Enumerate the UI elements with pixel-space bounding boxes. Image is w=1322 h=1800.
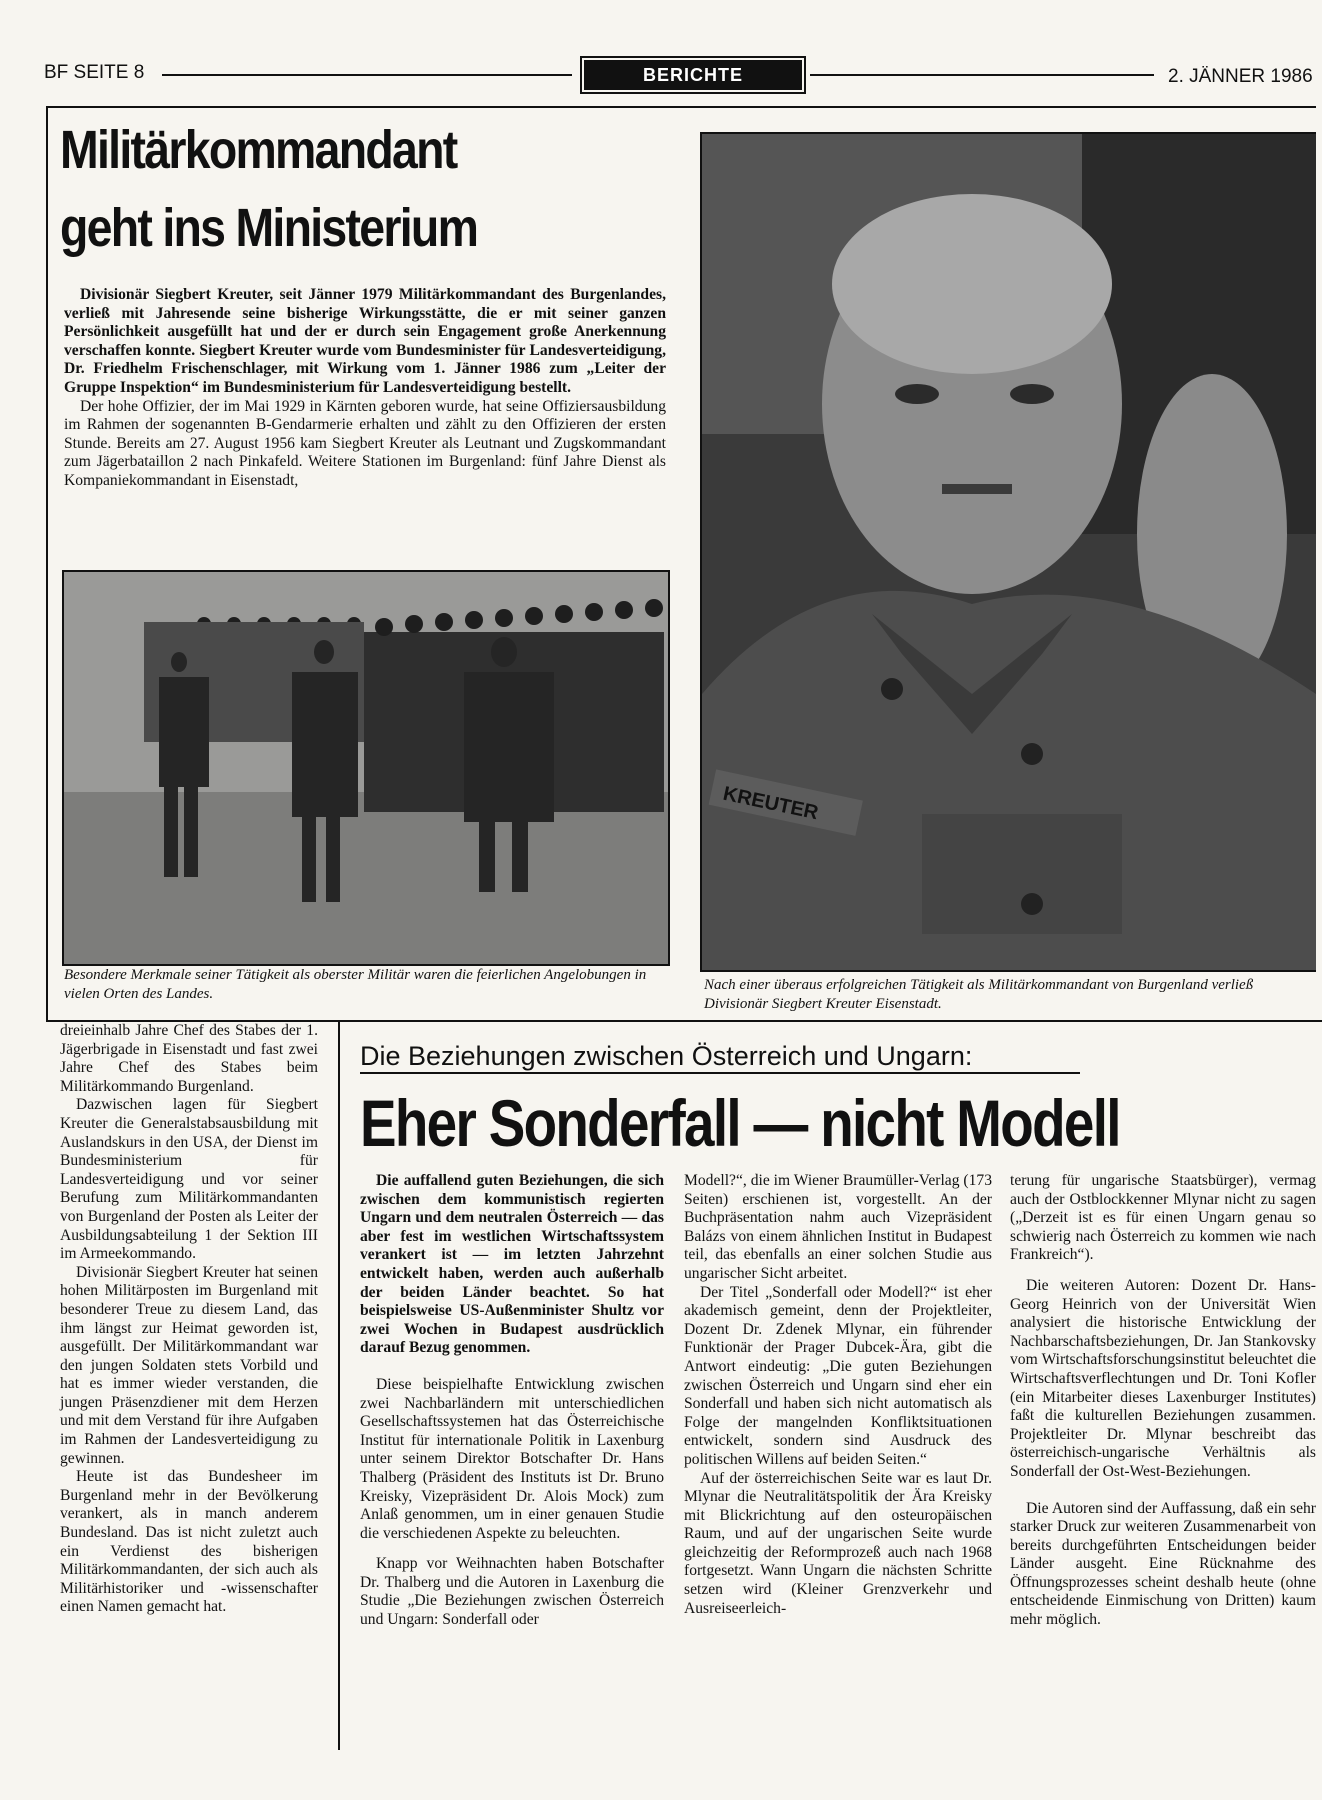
header-rule-right <box>810 74 1154 76</box>
caption-left: Besondere Merkmale seiner Tätigkeit als oberster Militär waren die feierlichen Angelobungen in vielen Orten des Landes. <box>64 967 647 1002</box>
article1-text <box>64 286 666 491</box>
article1-paragraph: Der hohe Offizier, der im Mai 1929 in Kärnten geboren wurde, hat seine Offiziersausbildung im Rahmen der sogenannten B-Gendarmerie erhalten und zählt zu den Offizieren der ersten Stunde. Bereits am 27. August 1956 kam Siegbert Kreuter als Leutnant und Zugskommandant zum Jägerbataillon 2 nach Pinkafeld. Weitere Stationen im Burgenland: fünf Jahre Dienst als Kompaniekommandant in Eisenstadt, <box>64 397 666 489</box>
article1-col2-p2: Dazwischen lagen für Siegbert Kreuter die Generalstabsausbildung mit Auslandskurs in den USA, der Dienst im Bundesministerium für Landesverteidigung und vor seiner Berufung zum Militärkommandanten von Burgenland der Posten als Leiter der Ausbildungsabteilung 1 der Sektion III im Armeekommando. <box>60 1096 318 1263</box>
section-badge: BERICHTE <box>584 60 802 90</box>
portrait-photo-illustration <box>702 134 1316 970</box>
article2-top-rule <box>338 1020 1322 1022</box>
article1-col2-p4: Heute ist das Bundesheer im Burgenland mehr in der Bevölkerung verankert, als in manch anderem Bundesland. Das ist nicht zuletzt auch ein Verdienst des bisherigen Militärkommandanten, der sich auch als Militärhistoriker und -wissenschafter einen Namen gemacht hat. <box>60 1468 318 1616</box>
article1-title-line2: geht ins Ministerium <box>60 198 478 258</box>
article2-c1-p2: Knapp vor Weihnachten haben Botschafter Dr. Thalberg und die Autoren in Laxenburg die Studie „Die Beziehungen zwischen Österreich und Ungarn: Sonderfall oder <box>360 1555 664 1629</box>
article2-column2 <box>684 1172 992 1618</box>
name-tag: KREUTER <box>721 782 821 825</box>
article2-c3-p1: terung für ungarische Staatsbürger), vermag auch der Ostblockkenner Mlynar nicht zu sagen („Derzeit ist es für einen Ungarn genau so schwierig nach Österreich zu kommen wie nach Frankreich“). <box>1010 1172 1316 1264</box>
portrait-photo <box>700 132 1316 972</box>
parade-photo <box>62 570 670 966</box>
article1-column2 <box>60 1022 318 1617</box>
article1-col2-p1: dreieinhalb Jahre Chef des Stabes der 1. Jägerbrigade in Eisenstadt und fast zwei Jahre Chef des Stabes beim Militärkommando Burgenland. <box>60 1022 318 1095</box>
page-date: 2. JÄNNER 1986 <box>1168 66 1313 87</box>
article2-column3 <box>1010 1172 1316 1630</box>
header-rule-left <box>162 74 572 76</box>
article2-lead: Die auffallend guten Beziehungen, die sich zwischen dem kommunistisch regierten Ungarn und dem neutralen Österreich — das aber fest im westlichen Wirtschaftssystem verankert ist — im letzten Jahrzehnt entwickelt haben, werden auch außerhalb der beiden Länder beachtet. So hat beispielsweise US-Außenminister Shultz vor zwei Wochen in Budapest ausdrücklich darauf Bezug genommen. <box>360 1172 664 1357</box>
article1-lead: Divisionär Siegbert Kreuter, seit Jänner 1979 Militärkommandant des Burgenlandes, verließ mit Jahresende seine bisherige Wirkungsstätte, die er mit seiner ganzen Persönlichkeit ausgefüllt hat und der er durch sein Engagement große Anerkennung verschaffen konnte. Siegbert Kreuter wurde vom Bundesminister für Landesverteidigung, Dr. Friedhelm Frischenschlager, mit Wirkung vom 1. Jänner 1986 zum „Leiter der Gruppe Inspektion“ im Bundesministerium für Landesverteidigung bestellt. <box>64 286 666 396</box>
article2-kicker: Die Beziehungen zwischen Österreich und Ungarn: <box>360 1040 1080 1074</box>
article2-column1 <box>360 1172 664 1630</box>
article2-c3-p3: Die Autoren sind der Auffassung, daß ein sehr starker Druck zur weiteren Zusammenarbeit von bereits durchgeführten Entscheidungen beider Länder ausgeht. Eine Rücknahme des Öffnungsprozesses scheint deshalb heute (ohne entscheidende Einmischung von Dritten) kaum mehr möglich. <box>1010 1499 1316 1629</box>
article2-c2-p2: Der Titel „Sonderfall oder Modell?“ ist eher akademisch gemeint, denn der Projektleiter, Dozent Dr. Zdenek Mlynar, ein führender Funktionär der Prager Dubcek-Ära, gibt die Antwort eindeutig: „Die guten Beziehungen zwischen Österreich und Ungarn sind eher ein Sonderfall und haben sich nicht automatisch als Folge der mangelnden Konfliktsituationen entwickelt, sondern sind Ausdruck des politischen Willens auf beiden Seiten.“ <box>684 1283 992 1468</box>
article2-left-rule <box>338 1020 340 1750</box>
article2-title: Eher Sonderfall — nicht Modell <box>360 1086 1120 1160</box>
page-label: BF SEITE 8 <box>44 62 145 83</box>
article2-c1-p1: Diese beispielhafte Entwicklung zwischen zwei Nachbarländern mit unterschiedlichen Gesellschaftssystemen hat das Österreichische Institut für internationale Politik in Laxenburg unter seinem Direktor Botschafter Dr. Hans Thalberg (Präsident des Instituts ist Dr. Bruno Kreisky, Vizepräsident Dr. Alois Mock) zum Anlaß genommen, um in einer genauen Studie die verschiedenen Aspekte zu beleuchten. <box>360 1375 664 1542</box>
parade-photo-illustration <box>64 572 668 964</box>
article2-c2-p3: Auf der österreichischen Seite war es laut Dr. Mlynar die Neutralitätspolitik der Ära Kreisky mit Blickrichtung auf den osteuropäischen Raum, und auf der ungarischen Seite wurde gleichzeitig der Reformprozeß auch nach 1968 fortgesetzt. Wann Ungarn die nächsten Schritte setzen wird (Kleiner Grenzverkehr und Ausreiseerleich- <box>684 1469 992 1617</box>
article2-c2-p1: Modell?“, die im Wiener Braumüller-Verlag (173 Seiten) erschienen ist, vorgestellt. An der Buchpräsentation nahm auch Vizepräsident Balázs von einem ähnlichen Institut in Budapest teil, das ebenfalls an einer solchen Studie aus ungarischer Sicht arbeitet. <box>684 1172 992 1282</box>
article1-col2-p3: Divisionär Siegbert Kreuter hat seinen hohen Militärposten im Burgenland mit besonderer Treue zu diesem Land, das ihm längst zur Heimat geworden ist, ausgefüllt. Der Militärkommandant war den jungen Soldaten stets Vorbild und hat es immer wieder verstanden, die jungen Präsenzdiener mit dem Herzen und mit dem Verstand für ihre Aufgaben im Rahmen der Landesverteidigung zu gewinnen. <box>60 1263 318 1467</box>
article1-title-line1: Militärkommandant <box>60 120 457 180</box>
caption-right: Nach einer überaus erfolgreichen Tätigkeit als Militärkommandant von Burgenland verließ Divisionär Siegbert Kreuter Eisenstadt. <box>704 977 1254 1012</box>
article2-c3-p2: Die weiteren Autoren: Dozent Dr. Hans-Georg Heinrich von der Universität Wien analysiert die historische Entwicklung der Nachbarschaftsbeziehungen, Dr. Jan Stankovsky vom Wirtschaftsforschungsinstitut beleuchtet die Wirtschaftsverflechtungen und Dr. Toni Kofler (ein Mitarbeiter dieses Laxenburger Institutes) faßt die kulturellen Beziehungen zusammen. Projektleiter Dr. Mlynar beschreibt das österreichisch-ungarische Verhältnis als Sonderfall der Ost-West-Beziehungen. <box>1010 1276 1316 1480</box>
